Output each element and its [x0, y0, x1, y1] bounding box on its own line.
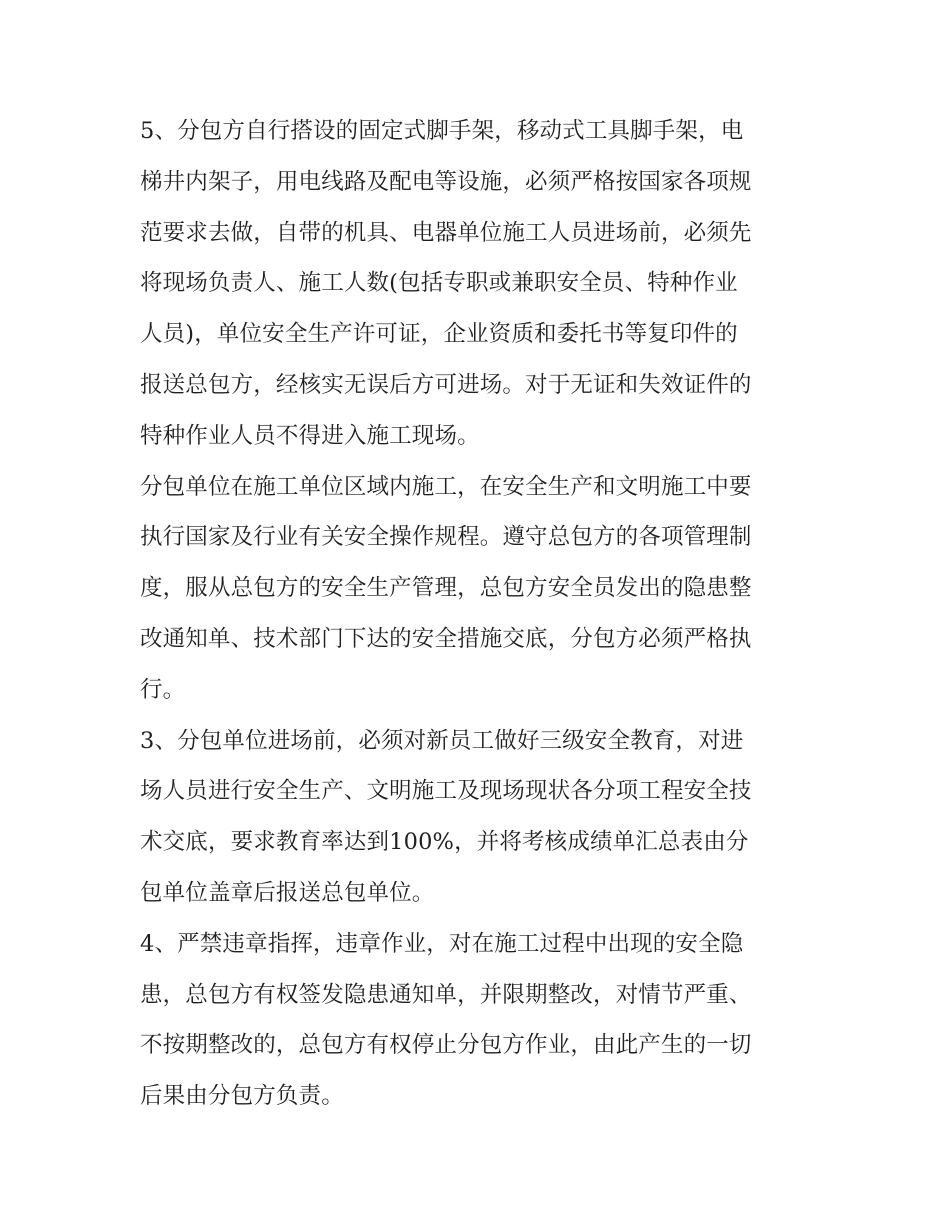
text-line: 4、严禁违章指挥，违章作业，对在施工过程中出现的安全隐: [140, 930, 744, 957]
paragraph-item-4-violations: [140, 919, 812, 1122]
text-line: 5、分包方自行搭设的固定式脚手架，移动式工具脚手架，电: [140, 118, 744, 144]
paragraph-subcontractor-rules: [140, 462, 812, 716]
text-line: 执行国家及行业有关安全操作规程。遵守总包方的各项管理制: [140, 524, 752, 551]
text-line: 报送总包方，经核实无误后方可进场。对于无证和失效证件的: [140, 371, 752, 398]
text-line: 特种作业人员不得进入施工现场。: [140, 422, 480, 449]
text-line: 梯井内架子，用电线路及配电等设施，必须严格按国家各项规: [140, 168, 752, 195]
text-line: 度，服从总包方的安全生产管理，总包方安全员发出的隐患整: [140, 575, 752, 602]
text-line: 3、分包单位进场前，必须对新员工做好三级安全教育，对进: [140, 727, 744, 754]
text-line: 包单位盖章后报送总包单位。: [140, 879, 435, 906]
text-line: 将现场负责人、施工人数(包括专职或兼职安全员、特种作业: [140, 270, 738, 297]
text-line: 术交底，要求教育率达到100%，并将考核成绩单汇总表由分: [140, 829, 749, 856]
text-line: 人员)，单位安全生产许可证，企业资质和委托书等复印件的: [140, 321, 738, 348]
text-line: 不按期整改的，总包方有权停止分包方作业，由此产生的一切: [140, 1032, 752, 1059]
document-body: [140, 106, 812, 1122]
text-line: 场人员进行安全生产、文明施工及现场现状各分项工程安全技: [140, 778, 752, 805]
text-line: 改通知单、技术部门下达的安全措施交底，分包方必须严格执: [140, 625, 752, 652]
text-line: 范要求去做，自带的机具、电器单位施工人员进场前，必须先: [140, 219, 752, 246]
text-line: 后果由分包方负责。: [140, 1083, 344, 1110]
text-line: 患，总包方有权签发隐患通知单，并限期整改，对情节严重、: [140, 981, 752, 1008]
paragraph-item-5-scaffolding: [140, 106, 812, 462]
text-line: 分包单位在施工单位区域内施工，在安全生产和文明施工中要: [140, 473, 752, 500]
paragraph-item-3-safety-education: [140, 716, 812, 919]
text-line: 行。: [140, 676, 186, 703]
